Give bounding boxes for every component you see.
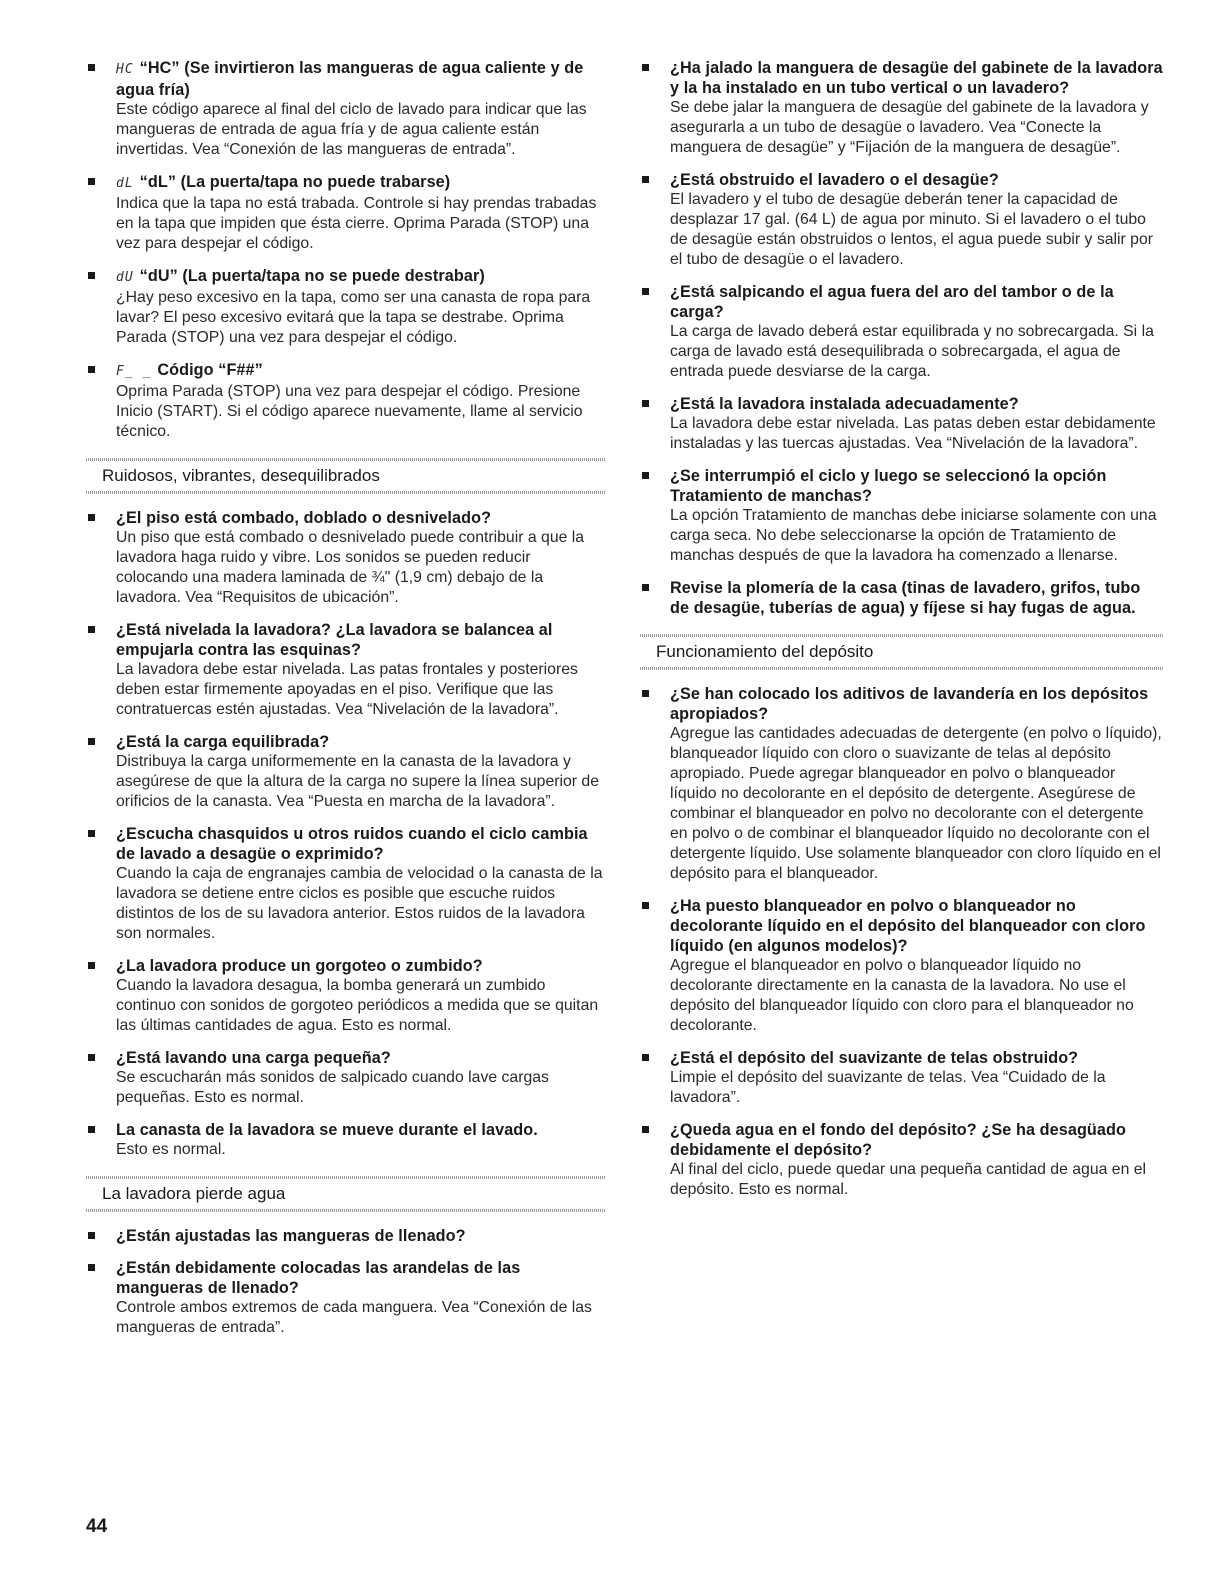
question: ¿Está nivelada la lavadora? ¿La lavadora se balancea al empujarla contra las esquinas? [116,621,553,659]
bullet-icon [642,1126,649,1133]
list-item [640,684,1164,884]
bullet-icon [642,472,649,479]
question: ¿Están debidamente colocadas las arandelas de las mangueras de llenado? [116,1259,521,1297]
answer: El lavadero y el tubo de desagüe deberán tener la capacidad de desplazar 17 gal. (64 L) de agua por minuto. Si el lavadero o el tubo de desagüe están obstruidos o lentos, el agua puede subir y salir por el tubo de desagüe o el lavadero. [670,191,1154,268]
answer: Un piso que está combado o desnivelado puede contribuir a que la lavadora haga ruido y vibre. Los sonidos se pueden reducir colocando una madera laminada de ¾" (1,9 cm) debajo de la lavadora. Vea “Requisitos de ubicación”. [116,529,585,606]
list-item [86,1258,606,1338]
bullet-icon [88,514,95,521]
error-code-title: “dU” (La puerta/tapa no se puede destrabar) [139,267,485,285]
section-title: Funcionamiento del depósito [656,642,874,661]
bullet-icon [88,1054,95,1061]
answer: Se escucharán más sonidos de salpicado cuando lave cargas pequeñas. Esto es normal. [116,1069,549,1106]
answer: La lavadora debe estar nivelada. Las patas frontales y posteriores deben estar firmemente apoyadas en el piso. Verifique que las contratuercas estén ajustadas. Vea “Nivelación de la lavadora”. [116,661,578,718]
error-code-title: Código “F##” [157,361,263,379]
right-column [640,58,1164,1212]
error-code-f [86,360,606,442]
bullet-icon [642,400,649,407]
display-code-glyph: F_ _ [116,364,152,379]
section-title: Ruidosos, vibrantes, desequilibrados [102,466,380,485]
bullet-icon [642,64,649,71]
question: ¿Está obstruido el lavadero o el desagüe? [670,171,999,189]
display-code-glyph: dL [116,176,134,191]
left-column [86,58,606,1350]
question: ¿Ha puesto blanqueador en polvo o blanqueador no decolorante líquido en el depósito del blanqueador con cloro líquido (en algunos modelos)? [670,897,1146,955]
section-rule-bottom [86,1209,606,1212]
bullet-icon [88,1126,95,1133]
bullet-icon [88,738,95,745]
error-code-body: ¿Hay peso excesivo en la tapa, como ser una canasta de ropa para lavar? El peso excesivo evitará que la tapa se destrabe. Oprima Parada (STOP) una vez para despejar el código. [116,289,591,346]
bullet-icon [642,176,649,183]
section-header-leak [86,1176,606,1212]
error-code-title: “HC” (Se invirtieron las mangueras de agua caliente y de agua fría) [116,59,584,99]
list-item [86,1048,606,1108]
answer: Controle ambos extremos de cada manguera. Vea “Conexión de las mangueras de entrada”. [116,1299,592,1336]
list-item [640,1120,1164,1200]
question: ¿Está la lavadora instalada adecuadamente? [670,395,1019,413]
answer: Cuando la caja de engranajes cambia de velocidad o la canasta de la lavadora se detiene entre ciclos es posible que escuche ruidos distintos de los de su lavadora anterior. Estos ruidos de la lavadora son normales. [116,865,603,942]
display-code-glyph: dU [116,270,134,285]
error-code-dl [86,172,606,254]
list-item [640,1048,1164,1108]
answer: Al final del ciclo, puede quedar una pequeña cantidad de agua en el depósito. Esto es normal. [670,1161,1147,1198]
bullet-icon [88,1264,95,1271]
list-item [86,824,606,944]
answer: Agregue el blanqueador en polvo o blanqueador líquido no decolorante directamente en la canasta de la lavadora. No use el depósito del blanqueador líquido con cloro para el blanqueador no decolorante. [670,957,1134,1034]
bullet-icon [88,962,95,969]
question: ¿Escucha chasquidos u otros ruidos cuando el ciclo cambia de lavado a desagüe o exprimido? [116,825,588,863]
answer: Cuando la lavadora desagua, la bomba generará un zumbido continuo con sonidos de gorgoteo periódicos a medida que se quitan las últimas cantidades de agua. Esto es normal. [116,977,599,1034]
list-item [86,732,606,812]
bullet-icon [642,584,649,591]
section-header-dispenser [640,634,1164,670]
question: La canasta de la lavadora se mueve durante el lavado. [116,1121,538,1139]
bullet-icon [642,690,649,697]
bullet-icon [88,178,95,185]
list-item [86,620,606,720]
question: ¿Queda agua en el fondo del depósito? ¿Se ha desagüado debidamente el depósito? [670,1121,1127,1159]
error-code-du [86,266,606,348]
page-number: 44 [86,1516,108,1537]
question: ¿El piso está combado, doblado o desnivelado? [116,509,492,527]
list-item [640,394,1164,454]
section-header-noise [86,458,606,494]
list-item [640,466,1164,566]
question: ¿Ha jalado la manguera de desagüe del gabinete de la lavadora y la ha instalado en un tubo vertical o un lavadero? [670,59,1163,97]
bullet-icon [88,1232,95,1239]
error-code-body: Este código aparece al final del ciclo de lavado para indicar que las mangueras de entrada de agua fría y de agua caliente están invertidas. Vea “Conexión de las mangueras de entrada”. [116,101,587,158]
list-item [640,578,1164,618]
bullet-icon [642,902,649,909]
list-item [86,508,606,608]
error-code-body: Oprima Parada (STOP) una vez para despejar el código. Presione Inicio (START). Si el código aparece nuevamente, llame al servicio técnico. [116,383,583,440]
question: ¿Se interrumpió el ciclo y luego se seleccionó la opción Tratamiento de manchas? [670,467,1107,505]
bullet-icon [642,288,649,295]
error-code-hc [86,58,606,160]
question: ¿Está el depósito del suavizante de telas obstruido? [670,1049,1079,1067]
list-item [640,58,1164,158]
answer: Limpie el depósito del suavizante de telas. Vea “Cuidado de la lavadora”. [670,1069,1106,1106]
section-rule-bottom [640,667,1164,670]
list-item [86,1120,606,1160]
answer: Agregue las cantidades adecuadas de detergente (en polvo o líquido), blanqueador líquido con cloro o suavizante de telas al depósito apropiado. Puede agregar blanqueador en polvo o blanqueador líquido no decolorante en el depósito de detergente. Asegúrese de combinar el blanqueador en polvo no decolorante con el detergente en polvo o de combinar el blanqueador líquido no decolorante con el detergente líquido. Use solamente blanqueador con cloro líquido en el depósito para el blanqueador. [670,725,1162,882]
error-code-body: Indica que la tapa no está trabada. Controle si hay prendas trabadas en la tapa que impiden que ésta cierre. Oprima Parada (STOP) una vez para despejar el código. [116,195,597,252]
bullet-icon [642,1054,649,1061]
answer: Distribuya la carga uniformemente en la canasta de la lavadora y asegúrese de que la altura de la carga no supere la línea superior de orificios de la canasta. Vea “Puesta en marcha de la lavadora”. [116,753,600,810]
answer: La lavadora debe estar nivelada. Las patas deben estar debidamente instaladas y las tuercas ajustadas. Vea “Nivelación de la lavadora”. [670,415,1156,452]
question: ¿Se han colocado los aditivos de lavandería en los depósitos apropiados? [670,685,1149,723]
bullet-icon [88,366,95,373]
answer: Se debe jalar la manguera de desagüe del gabinete de la lavadora y asegurarla a un tubo de desagüe o lavadero. Vea “Conecte la manguera de desagüe” y “Fijación de la manguera de desagüe”. [670,99,1149,156]
question: ¿Está la carga equilibrada? [116,733,330,751]
section-title: La lavadora pierde agua [102,1184,286,1203]
question: ¿Está lavando una carga pequeña? [116,1049,391,1067]
bullet-icon [88,272,95,279]
question: Revise la plomería de la casa (tinas de lavadero, grifos, tubo de desagüe, tuberías de agua) y fíjese si hay fugas de agua. [670,579,1141,617]
list-item [640,170,1164,270]
list-item [640,896,1164,1036]
error-code-title: “dL” (La puerta/tapa no puede trabarse) [139,173,451,191]
list-item [86,956,606,1036]
answer: La opción Tratamiento de manchas debe iniciarse solamente con una carga seca. No debe seleccionarse la opción de Tratamiento de manchas después de que la lavadora ha comenzado a llenarse. [670,507,1157,564]
list-item [640,282,1164,382]
question: ¿Están ajustadas las mangueras de llenado? [116,1227,466,1245]
bullet-icon [88,830,95,837]
bullet-icon [88,626,95,633]
answer: Esto es normal. [116,1141,226,1158]
section-rule-bottom [86,491,606,494]
display-code-glyph: HC [116,62,134,77]
question: ¿Está salpicando el agua fuera del aro del tambor o de la carga? [670,283,1114,321]
answer: La carga de lavado deberá estar equilibrada y no sobrecargada. Si la carga de lavado está desequilibrada o sobrecargada, el agua de entrada puede desviarse de la carga. [670,323,1154,380]
bullet-icon [88,64,95,71]
list-item [86,1226,606,1246]
question: ¿La lavadora produce un gorgoteo o zumbido? [116,957,483,975]
